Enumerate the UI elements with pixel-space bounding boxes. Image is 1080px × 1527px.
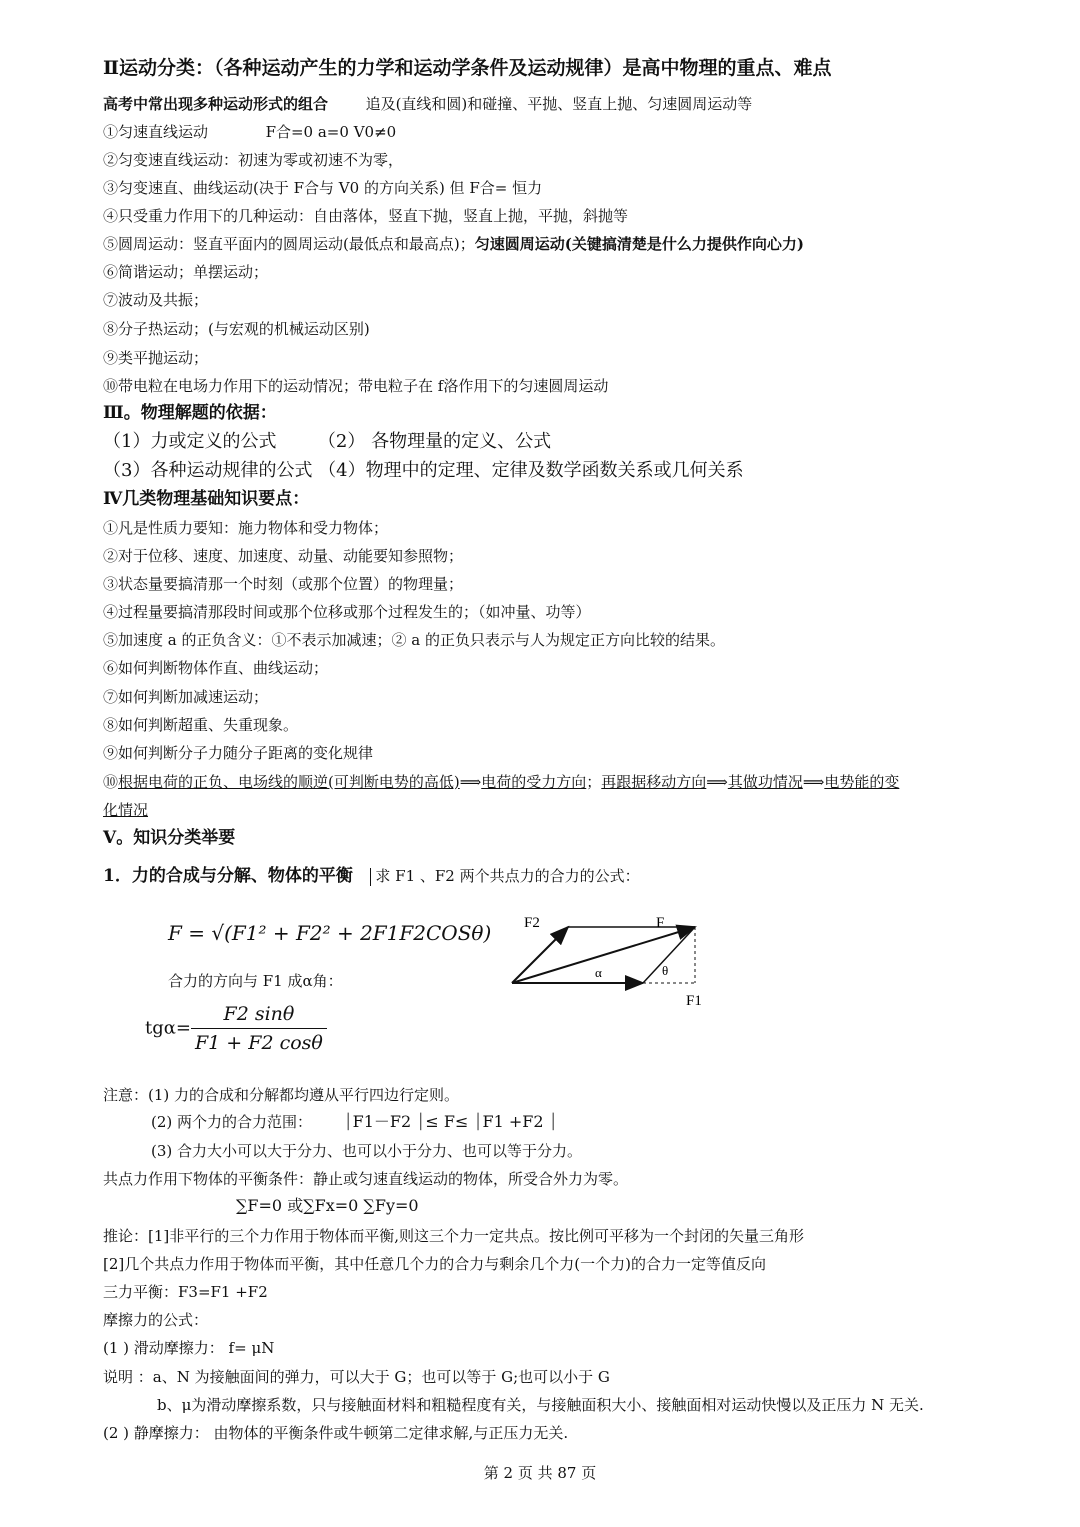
item7: ⑦波动及共振； bbox=[103, 291, 209, 309]
three-force: 三力平衡：F3=F1 +F2 bbox=[103, 1283, 268, 1301]
combo-label: 高考中常出现多种运动形式的组合 bbox=[103, 95, 329, 113]
item5b: 匀速圆周运动(关键搞清楚是什么力提供作向心力) bbox=[474, 235, 804, 253]
s4-item8: ⑧如何判断超重、失重现象。 bbox=[103, 716, 299, 734]
item4: ④只受重力作用下的几种运动：自由落体，竖直下抛，竖直上抛，平抛，斜抛等 bbox=[103, 207, 629, 225]
s4-item10-cont: 化情况 bbox=[103, 801, 149, 819]
section5-title: V。知识分类举要 bbox=[103, 828, 236, 848]
explain-a: 说明 ：a、N 为接触面间的弹力，可以大于 G；也可以等于 G;也可以小于 G bbox=[103, 1368, 610, 1386]
friction2: (2 ) 静摩擦力： 由物体的平衡条件或牛顿第二定律求解,与正压力无关. bbox=[103, 1424, 569, 1442]
item3: ③匀变速直、曲线运动(决于 F合与 V0 的方向关系) 但 F合= 恒力 bbox=[103, 179, 543, 197]
tg-formula bbox=[145, 1002, 327, 1055]
label-F1: F1 bbox=[686, 993, 702, 1009]
note1: 注意：(1) 力的合成和分解都均遵从平行四边行定则。 bbox=[103, 1086, 460, 1104]
s4-item5: ⑤加速度 a 的正负含义：①不表示加减速；② a 的正负只表示与人为规定正方向比较的结果。 bbox=[103, 631, 725, 649]
sub1-line bbox=[103, 864, 640, 888]
arrow-icon: ⟹ bbox=[706, 773, 728, 791]
item5a: ⑤圆周运动：竖直平面内的圆周运动(最低点和最高点)； bbox=[103, 235, 475, 253]
item10-part2: 电荷的受力方向 bbox=[481, 773, 587, 791]
friction-title: 摩擦力的公式： bbox=[103, 1311, 209, 1329]
note2-label: (2) 两个力的合力范围： bbox=[151, 1113, 313, 1131]
item8: ⑧分子热运动；(与宏观的机械运动区别) bbox=[103, 320, 370, 338]
infer1: 推论：[1]非平行的三个力作用于物体而平衡,则这三个力一定共点。按比例可平移为一个封闭的矢量三角形 bbox=[103, 1227, 805, 1245]
item9: ⑨类平抛运动； bbox=[103, 349, 209, 367]
s4-item2: ②对于位移、速度、加速度、动量、动能要知参照物； bbox=[103, 547, 464, 565]
item10-part3: 再跟据移动方向 bbox=[601, 773, 707, 791]
item10: ⑩带电粒在电场力作用下的运动情况；带电粒子在 f洛作用下的匀速圆周运动 bbox=[103, 377, 609, 395]
s4-item4: ④过程量要搞清那段时间或那个位移或那个过程发生的；（如冲量、功等） bbox=[103, 603, 591, 621]
label-theta: θ bbox=[662, 963, 669, 978]
item10-part5: 电势能的变 bbox=[824, 773, 900, 791]
s4-item9: ⑨如何判断分子力随分子距离的变化规律 bbox=[103, 744, 374, 762]
sub1-title: 1．力的合成与分解、物体的平衡 bbox=[103, 866, 353, 886]
section2-title: Ⅱ运动分类：（各种运动产生的力学和运动学条件及运动规律）是高中物理的重点、难点 bbox=[103, 57, 832, 79]
item2: ②匀变速直线运动：初速为零或初速不为零， bbox=[103, 151, 404, 169]
item10-circle: ⑩ bbox=[103, 773, 119, 791]
section3-line2: （3）各种运动规律的公式 （4）物理中的定理、定律及数学函数关系或几何关系 bbox=[103, 460, 744, 481]
item1-label: ①匀速直线运动 bbox=[103, 123, 209, 141]
label-alpha: α bbox=[595, 965, 602, 980]
item6: ⑥简谐运动；单摆运动； bbox=[103, 263, 269, 281]
note3: (3) 合力大小可以大于分力、也可以小于分力、也可以等于分力。 bbox=[151, 1142, 583, 1160]
section3-line1 bbox=[103, 429, 551, 455]
item5-line bbox=[103, 233, 804, 255]
formula-resultant: F = √(F1² + F2² + 2F1F2COSθ) bbox=[168, 921, 492, 945]
arrow-icon: ⟹ bbox=[459, 773, 482, 791]
page-footer: 第 2 页 共 87 页 bbox=[483, 1464, 597, 1482]
explain-b: b、μ为滑动摩擦系数，只与接触面材料和粗糙程度有关，与接触面积大小、接触面相对运动快慢以及正压力 N 无关. bbox=[157, 1396, 924, 1414]
combo-line bbox=[103, 93, 752, 115]
s4-item1: ①凡是性质力要知：施力物体和受力物体； bbox=[103, 519, 389, 537]
s4-item6: ⑥如何判断物体作直、曲线运动； bbox=[103, 659, 329, 677]
tg-label: tgα= bbox=[145, 1017, 191, 1039]
sub1-desc: 求 F1 、F2 两个共点力的合力的公式： bbox=[375, 867, 640, 885]
line1a: （1）力或定义的公式 bbox=[103, 431, 277, 452]
section4-title: Ⅳ几类物理基础知识要点： bbox=[103, 489, 310, 509]
item1-formula: F合=0 a=0 V0≠0 bbox=[265, 123, 397, 141]
arrow-icon: ⟹ bbox=[802, 773, 825, 791]
balance: 共点力作用下物体的平衡条件：静止或匀速直线运动的物体，所受合外力为零。 bbox=[103, 1170, 629, 1188]
tg-denominator: F1 + F2 cosθ bbox=[195, 1032, 323, 1054]
item10-part4: 其做功情况 bbox=[727, 773, 803, 791]
s4-item3: ③状态量要搞清那一个时刻（或那个位置）的物理量； bbox=[103, 575, 464, 593]
note2-formula: ⏐F1－F2 ⏐≤ F≤ ⏐F1 +F2 ⏐ bbox=[343, 1112, 558, 1131]
line1b: （2） 各物理量的定义、公式 bbox=[317, 431, 552, 452]
item10-part1: 根据电荷的正负、电场线的顺逆(可判断电势的高低) bbox=[118, 773, 460, 791]
friction1: (1 ) 滑动摩擦力： f= μN bbox=[103, 1339, 275, 1357]
direction-text: 合力的方向与 F1 成α角： bbox=[168, 972, 343, 990]
infer2: [2]几个共点力作用于物体而平衡，其中任意几个力的合力与剩余几个力(一个力)的合力一定等值反向 bbox=[103, 1255, 766, 1273]
section3-title: Ⅲ。物理解题的依据： bbox=[103, 403, 277, 423]
s4-item7: ⑦如何判断加减速运动； bbox=[103, 688, 269, 706]
tg-fraction bbox=[191, 1002, 327, 1055]
tg-numerator: F2 sinθ bbox=[191, 1002, 327, 1029]
label-F2: F2 bbox=[524, 915, 540, 931]
item1-line bbox=[103, 121, 396, 143]
force-parallelogram-diagram bbox=[500, 905, 720, 1015]
s4-item10 bbox=[103, 771, 899, 793]
combo-text: 追及(直线和圆)和碰撞、平抛、竖直上抛、匀速圆周运动等 bbox=[365, 95, 753, 113]
balance-formula: ∑F=0 或∑Fx=0 ∑Fy=0 bbox=[236, 1196, 419, 1215]
note2-line bbox=[151, 1111, 558, 1133]
label-F: F bbox=[656, 915, 665, 931]
divider bbox=[358, 868, 371, 886]
item10-sep: ； bbox=[586, 773, 602, 791]
